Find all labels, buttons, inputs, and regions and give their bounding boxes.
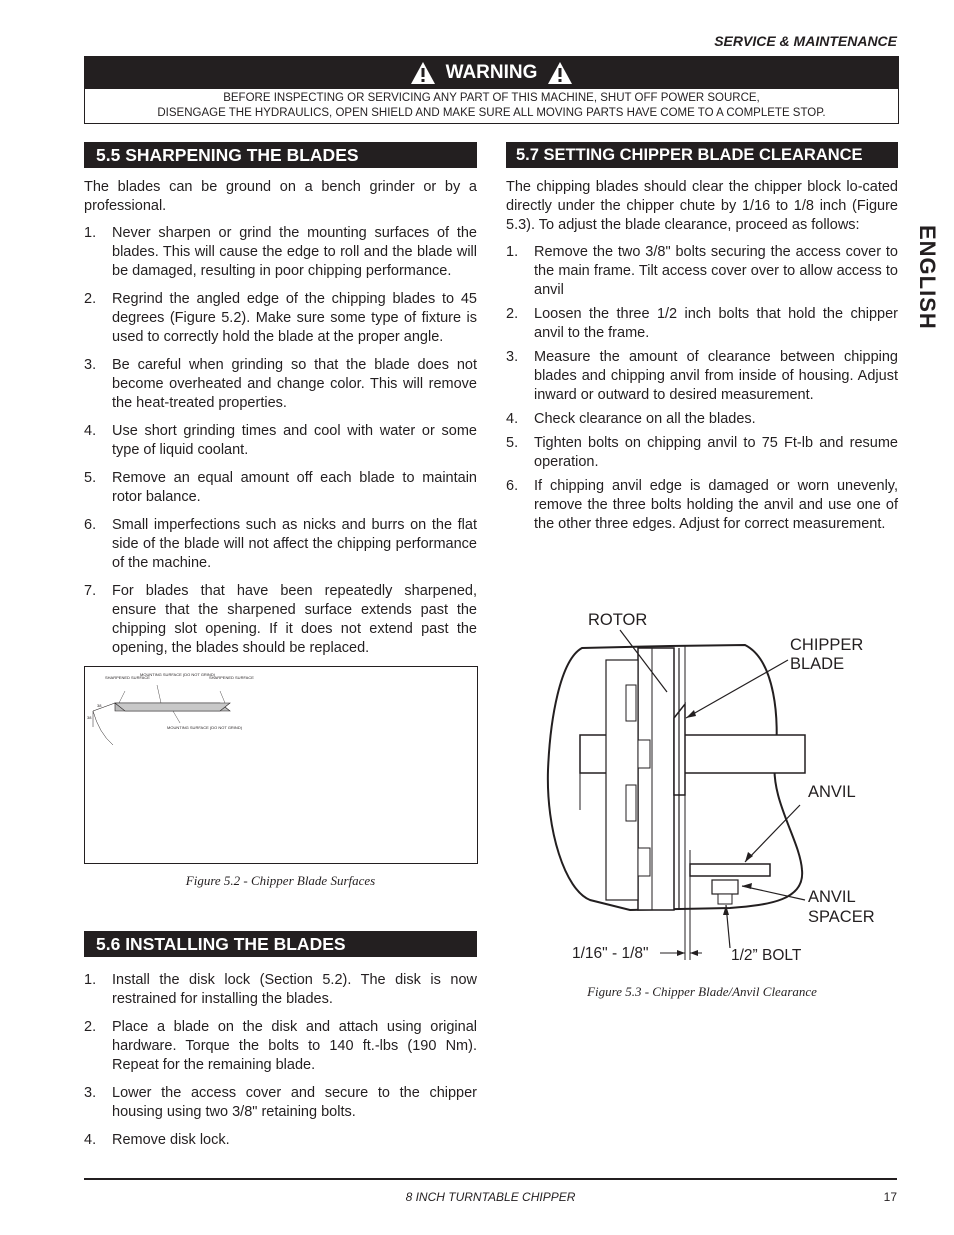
list-item: 1. Never sharpen or grind the mounting surfaces of the blades. This will cause the edge to roll and the blade will be damaged, resulting in poor chipping performance. — [84, 225, 477, 279]
list-item: 5. Tighten bolts on chipping anvil to 75 Ft-lb and resume operation. — [506, 435, 898, 470]
label-rotor: ROTOR — [588, 611, 648, 629]
label-angle-2: 38 — [87, 715, 92, 720]
list-item: 6. Small imperfections such as nicks and burrs on the flat side of the blade will not affect the chipping performance of the machine. — [84, 517, 477, 571]
footer-title: 8 INCH TURNTABLE CHIPPER — [405, 1190, 576, 1204]
section-5-5-intro: The blades can be ground on a bench grinder or by a professional. — [84, 179, 477, 214]
section-5-7-list — [506, 243, 898, 534]
list-item: 4. Remove disk lock. — [84, 1132, 230, 1148]
label-mount-bottom: MOUNTING SURFACE (DO NOT GRIND) — [167, 725, 243, 730]
list-item: 3. Measure the amount of clearance between chipping blades and chipping anvil from inside of housing. Adjust inward or outward to desired measurement. — [506, 349, 898, 403]
figure-5-2-caption: Figure 5.2 - Chipper Blade Surfaces — [185, 873, 376, 888]
list-item: 2. Regrind the angled edge of the chipping blades to 45 degrees (Figure 5.2). Make sure some type of fixture is used to correctly hold the blade at the proper angle. — [84, 291, 477, 345]
label-anvil-spacer-1: ANVIL — [808, 888, 856, 906]
page-number: 17 — [883, 1190, 897, 1204]
list-item: 4. Use short grinding times and cool with water or some type of liquid coolant. — [84, 423, 477, 458]
section-header: SERVICE & MAINTENANCE — [714, 33, 897, 49]
list-item: 6. If chipping anvil edge is damaged or worn unevenly, remove the three bolts holding the anvil and use one of the other three edges. Adjust for correct measurement. — [506, 478, 898, 532]
warning-box — [84, 56, 899, 124]
warning-bar — [85, 57, 898, 89]
warning-triangle-icon — [547, 61, 573, 85]
warning-triangle-icon — [410, 61, 436, 85]
section-5-7-title: 5.7 SETTING CHIPPER BLADE CLEARANCE — [506, 142, 898, 168]
list-item: 5. Remove an equal amount off each blade to maintain rotor balance. — [84, 470, 477, 505]
list-item: 7. For blades that have been repeatedly sharpened, ensure that the sharpened surface extends past the chipping slot opening. If it does not extend past the opening, the blades should be replaced. — [84, 583, 477, 656]
label-mount-top: MOUNTING SURFACE (DO NOT GRIND) — [140, 672, 216, 677]
blade-surfaces-diagram — [85, 667, 477, 863]
list-item: 1. Remove the two 3/8" bolts securing the access cover to the main frame. Tilt access cover over to allow access to anvil — [506, 244, 898, 298]
section-5-5-title: 5.5 SHARPENING THE BLADES — [84, 142, 477, 168]
warning-title: WARNING — [445, 62, 538, 83]
list-item: 2. Loosen the three 1/2 inch bolts that hold the chipper anvil to the frame. — [506, 306, 898, 341]
label-angle-1: 38 — [97, 703, 102, 708]
list-item: 1. Install the disk lock (Section 5.2). The disk is now restrained for installing the blades. — [84, 972, 477, 1007]
label-sharpened-left: SHARPENED SURFACE — [105, 675, 150, 680]
label-chipper: CHIPPER — [790, 636, 864, 654]
section-5-5 — [84, 142, 477, 667]
list-item: 3. Be careful when grinding so that the blade does not become overheated and change color. This will remove the heat-treated properties. — [84, 357, 477, 411]
warning-text — [85, 89, 898, 121]
label-blade: BLADE — [790, 655, 845, 673]
section-5-7 — [506, 142, 898, 539]
label-bolt: 1/2” BOLT — [731, 947, 802, 964]
section-5-7-intro: The chipping blades should clear the chipper block lo-cated directly under the chipper chute by 1/16 to 1/8 inch (Figure 5.3). To adjust the blade clearance, proceed as follows: — [506, 179, 898, 233]
section-5-6-title: 5.6 INSTALLING THE BLADES — [84, 931, 477, 957]
label-anvil: ANVIL — [808, 783, 856, 801]
label-sharpened-right: SHARPENED SURFACE — [209, 675, 254, 680]
footer-rule — [84, 1178, 897, 1180]
section-5-5-list — [84, 224, 477, 658]
warning-line-1: BEFORE INSPECTING OR SERVICING ANY PART OF THIS MACHINE, SHUT OFF POWER SOURCE, — [223, 92, 760, 104]
figure-5-2 — [84, 666, 478, 864]
list-item: 4. Check clearance on all the blades. — [506, 411, 756, 427]
label-gap: 1/16" - 1/8" — [572, 945, 649, 962]
list-item: 3. Lower the access cover and secure to the chipper housing using two 3/8" retaining bolts. — [84, 1085, 477, 1120]
warning-line-2: DISENGAGE THE HYDRAULICS, OPEN SHIELD AND MAKE SURE ALL MOVING PARTS HAVE COME TO A COMPLETE STOP. — [157, 107, 826, 119]
list-item: 2. Place a blade on the disk and attach using original hardware. Torque the bolts to 140 ft.-lbs (190 Nm). Repeat for the remaining blade. — [84, 1019, 477, 1073]
language-tab: ENGLISH — [915, 225, 940, 330]
section-5-6-list — [84, 971, 477, 1150]
figure-5-3-caption: Figure 5.3 - Chipper Blade/Anvil Clearance — [587, 984, 817, 999]
section-5-6 — [84, 931, 477, 1159]
label-anvil-spacer-2: SPACER — [808, 908, 875, 926]
